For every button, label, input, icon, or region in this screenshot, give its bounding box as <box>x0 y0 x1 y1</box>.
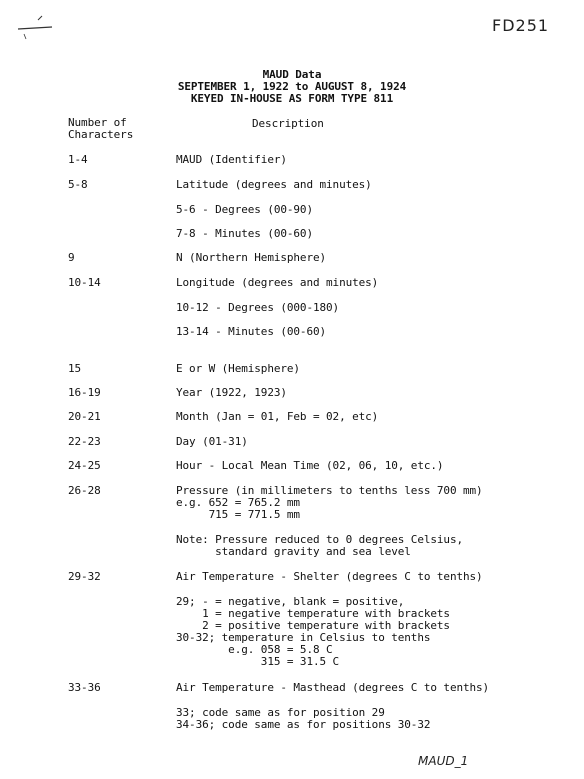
row-num: 33-36 <box>68 681 101 694</box>
row-num: 16-19 <box>68 386 101 399</box>
row-num: 9 <box>68 251 75 264</box>
masthead-code-line: 34-36; code same as for positions 30-32 <box>176 718 431 731</box>
shelter-code-line: 30-32; temperature in Celsius to tenths <box>176 631 431 644</box>
col-header-description: Description <box>252 117 324 130</box>
row-num: 29-32 <box>68 570 101 583</box>
row-desc: Latitude (degrees and minutes) <box>176 178 372 191</box>
row-desc: Day (01-31) <box>176 435 248 448</box>
pressure-example: e.g. 652 = 765.2 mm <box>176 496 300 509</box>
shelter-code-line: 29; - = negative, blank = positive, <box>176 595 405 608</box>
row-desc: Month (Jan = 01, Feb = 02, etc) <box>176 410 379 423</box>
row-num: 5-8 <box>68 178 88 191</box>
shelter-code-line: 2 = positive temperature with brackets <box>176 619 450 632</box>
shelter-code-line: 1 = negative temperature with brackets <box>176 607 450 620</box>
col-header-number: Number of <box>68 116 127 129</box>
row-desc: Pressure (in millimeters to tenths less 700 mm) <box>176 484 483 497</box>
row-num: 26-28 <box>68 484 101 497</box>
shelter-code-line: 315 = 31.5 C <box>176 655 340 668</box>
handwritten-code: FD251 <box>492 16 550 35</box>
row-num: 24-25 <box>68 459 101 472</box>
masthead-code-line: 33; code same as for position 29 <box>176 706 385 719</box>
row-num: 10-14 <box>68 276 101 289</box>
row-desc: Longitude (degrees and minutes) <box>176 276 379 289</box>
row-num: 22-23 <box>68 435 101 448</box>
row-desc: Air Temperature - Masthead (degrees C to tenths) <box>176 681 490 694</box>
row-desc: 13-14 - Minutes (00-60) <box>176 325 327 338</box>
row-desc: 7-8 - Minutes (00-60) <box>176 227 313 240</box>
row-desc: 10-12 - Degrees (000-180) <box>176 301 340 314</box>
pressure-note: Note: Pressure reduced to 0 degrees Celsius, <box>176 533 463 546</box>
row-desc: E or W (Hemisphere) <box>176 362 300 375</box>
row-num: 15 <box>68 362 82 375</box>
col-header-characters: Characters <box>68 128 134 141</box>
row-num: 20-21 <box>68 410 101 423</box>
doc-title: MAUD Data <box>262 68 322 81</box>
row-desc: N (Northern Hemisphere) <box>176 251 327 264</box>
row-desc: MAUD (Identifier) <box>176 153 287 166</box>
handwritten-note: MAUD_1 <box>418 754 469 768</box>
shelter-code-line: e.g. 058 = 5.8 C <box>176 643 333 656</box>
pen-mark <box>16 12 56 42</box>
row-num: 1-4 <box>68 153 88 166</box>
row-desc: Air Temperature - Shelter (degrees C to tenths) <box>176 570 483 583</box>
pressure-example: 715 = 771.5 mm <box>176 508 300 521</box>
row-desc: Year (1922, 1923) <box>176 386 287 399</box>
row-desc: 5-6 - Degrees (00-90) <box>176 203 313 216</box>
doc-date-range: SEPTEMBER 1, 1922 to AUGUST 8, 1924 <box>177 80 407 93</box>
pressure-note: standard gravity and sea level <box>176 545 411 558</box>
row-desc: Hour - Local Mean Time (02, 06, 10, etc.) <box>176 459 444 472</box>
doc-form-type: KEYED IN-HOUSE AS FORM TYPE 811 <box>190 92 394 105</box>
